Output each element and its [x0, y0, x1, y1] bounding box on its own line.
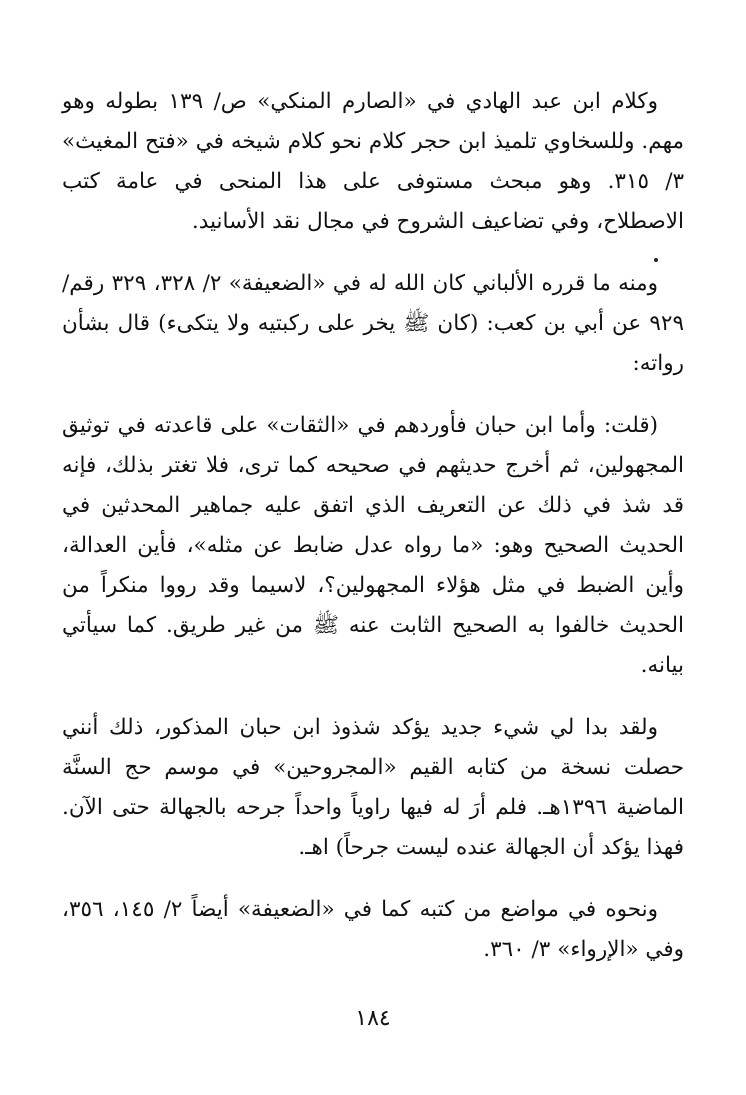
- paragraph-albani-citation: ومنه ما قرره الألباني كان الله له في «الضعيفة» ٢/ ٣٢٨، ٣٢٩ رقم/ ٩٢٩ عن أبي بن كعب: (كان ﷺ يخر على ركبتيه ولا يتكىء) قال بشأن رواته:: [62, 271, 684, 376]
- page-body: [62, 82, 684, 992]
- page-number: ١٨٤: [355, 1006, 391, 1031]
- paragraph-albani-quote: (قلت: وأما ابن حبان فأوردهم في «الثقات» على قاعدته في توثيق المجهولين، ثم أخرج حديثهم في صحيحه كما ترى، فلا تغتر بذلك، فإنه قد شذ في ذلك عن التعريف الذي اتفق عليه جماهير المحدثين في الحديث الصحيح وهو: «ما رواه عدل ضابط عن مثله»، فأين العدالة، وأين الضبط في مثل هؤلاء المجهولين؟، لاسيما وقد رووا منكراً من الحديث خالفوا به الصحيح الثابت عنه ﷺ من غير طريق. كما سيأتي بيانه.: [62, 413, 684, 678]
- paragraph-ibn-hibban-majruhin: ولقد بدا لي شيء جديد يؤكد شذوذ ابن حبان المذكور، ذلك أنني حصلت نسخة من كتابه القيم «المجروحين» في موسم حج السنَّة الماضية ١٣٩٦هـ. فلم أرَ له فيها راوياً واحداً جرحه بالجهالة حتى الآن. فهذا يؤكد أن الجهالة عنده ليست جرحاً) اهـ.: [62, 715, 684, 860]
- paragraph-ibn-abd-alhadi: وكلام ابن عبد الهادي في «الصارم المنكي» ص/ ١٣٩ بطوله وهو مهم. وللسخاوي تلميذ ابن حجر كلام نحو كلام شيخه في «فتح المغيث» ٣/ ٣١٥. وهو مبحث مستوفى على هذا المنحى في عامة كتب الاصطلاح، وفي تضاعيف الشروح في مجال نقد الأسانيد.: [62, 89, 685, 234]
- stray-mark: [654, 258, 658, 262]
- paragraph-other-references: ونحوه في مواضع من كتبه كما في «الضعيفة» أيضاً ٢/ ١٤٥، ٣٥٦، وفي «الإرواء» ٣/ ٣٦٠.: [62, 897, 684, 962]
